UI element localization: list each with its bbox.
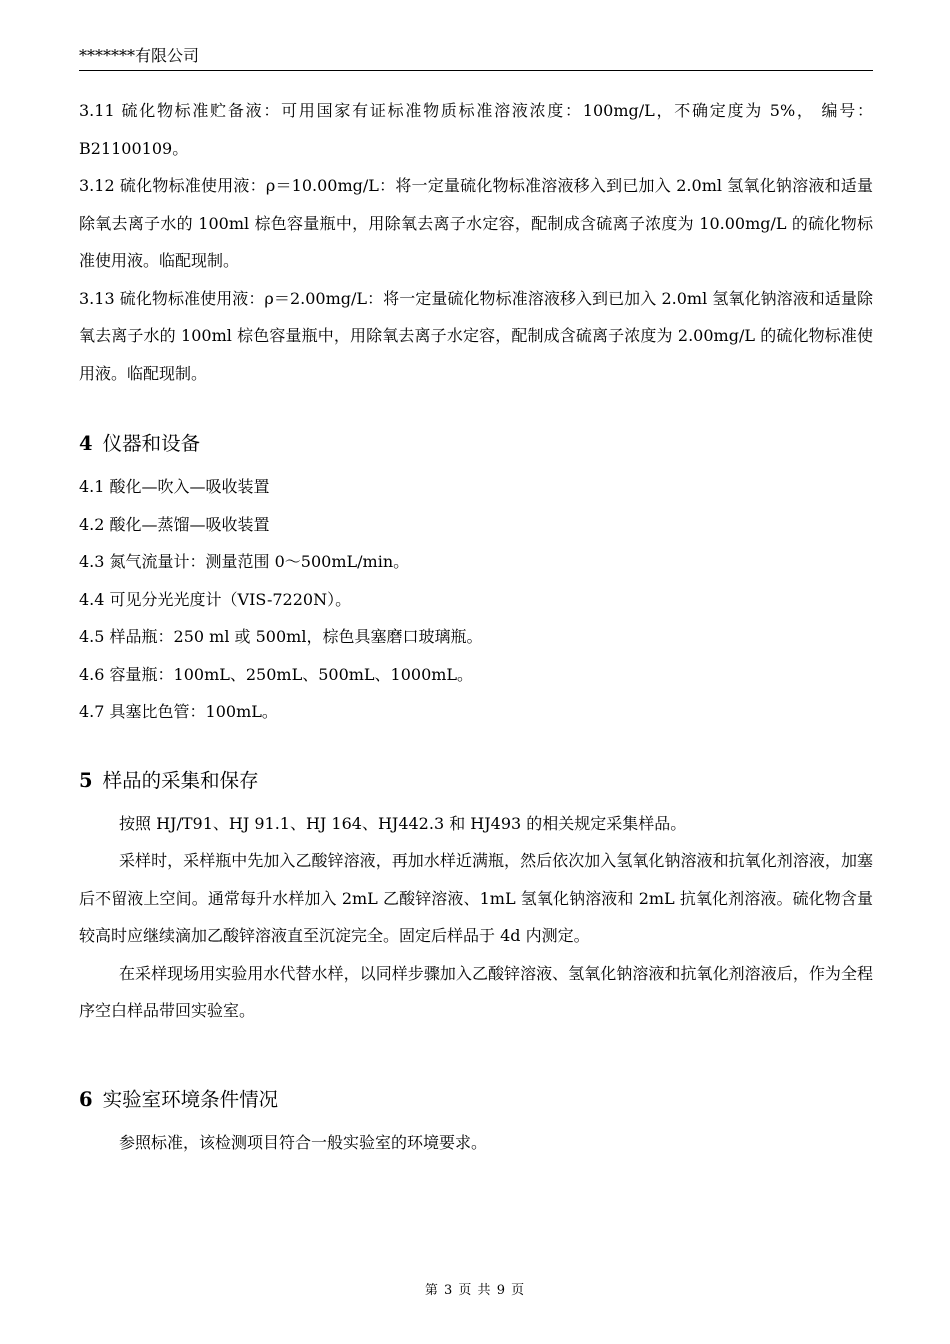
section-6-title: 实验室环境条件情况 — [102, 1087, 279, 1111]
equipment-item: 4.6 容量瓶：100mL、250mL、500mL、1000mL。 — [79, 664, 474, 684]
section-6-heading — [79, 1086, 873, 1114]
sampling-paragraph: 按照 HJ/T91、HJ 91.1、HJ 164、HJ442.3 和 HJ493 的相关规定采集样品。 — [119, 813, 687, 833]
reagent-3-12: 3.12 硫化物标准使用液：ρ＝10.00mg/L：将一定量硫化物标准溶液移入到已加入 2.0ml 氢氧化钠溶液和适量除氧去离子水的 100ml 棕色容量瓶中，用除氧去离子水定容，配制成含硫离子浓度为 10.00mg/L 的硫化物标准使用液。临配现制。 — [79, 176, 873, 270]
section-5-title: 样品的采集和保存 — [102, 768, 259, 792]
equipment-item: 4.7 具塞比色管：100mL。 — [79, 702, 278, 721]
sampling-paragraph: 采样时，采样瓶中先加入乙酸锌溶液，再加水样近满瓶，然后依次加入氢氧化钠溶液和抗氧化剂溶液，加塞后不留液上空间。通常每升水样加入 2mL 乙酸锌溶液、1mL 氢氧化钠溶液和 2mL 抗氧化剂溶液。硫化物含量较高时应继续滴加乙酸锌溶液直至沉淀完全。固定后样品于 4d 内测定。 — [79, 851, 873, 945]
reagent-3-13: 3.13 硫化物标准使用液：ρ＝2.00mg/L：将一定量硫化物标准溶液移入到已加入 2.0ml 氢氧化钠溶液和适量除氧去离子水的 100ml 棕色容量瓶中，用除氧去离子水定容，配制成含硫离子浓度为 2.00mg/L 的硫化物标准使用液。临配现制。 — [79, 288, 873, 383]
equipment-item: 4.4 可见分光光度计（VIS-7220N）。 — [79, 589, 352, 609]
page-number: 第 3 页 共 9 页 — [424, 1283, 526, 1298]
equipment-item: 4.3 氮气流量计：测量范围 0～500mL/min。 — [79, 552, 410, 571]
section-5-number: 5 — [79, 768, 93, 792]
section-4-title: 仪器和设备 — [102, 432, 201, 455]
company-name: *******有限公司 — [79, 46, 200, 65]
reagent-3-11: 3.11 硫化物标准贮备液：可用国家有证标准物质标准溶液浓度：100mg/L，不确定度为 5%， 编号：B21100109。 — [79, 101, 873, 158]
section-4-number: 4 — [79, 432, 93, 455]
section-5-heading — [79, 767, 873, 795]
equipment-item: 4.2 酸化—蒸馏—吸收装置 — [79, 514, 270, 534]
page-content — [79, 92, 873, 1161]
equipment-item: 4.5 样品瓶：250 ml 或 500ml，棕色具塞磨口玻璃瓶。 — [79, 627, 483, 646]
sampling-paragraph: 在采样现场用实验用水代替水样，以同样步骤加入乙酸锌溶液、氢氧化钠溶液和抗氧化剂溶液后，作为全程序空白样品带回实验室。 — [79, 963, 873, 1020]
page-footer — [0, 1281, 950, 1301]
section-4-heading — [79, 430, 873, 458]
equipment-item: 4.1 酸化—吹入—吸收装置 — [79, 477, 270, 496]
section-6-number: 6 — [79, 1087, 93, 1111]
environment-paragraph: 参照标准，该检测项目符合一般实验室的环境要求。 — [119, 1132, 488, 1152]
page-header — [79, 44, 873, 71]
